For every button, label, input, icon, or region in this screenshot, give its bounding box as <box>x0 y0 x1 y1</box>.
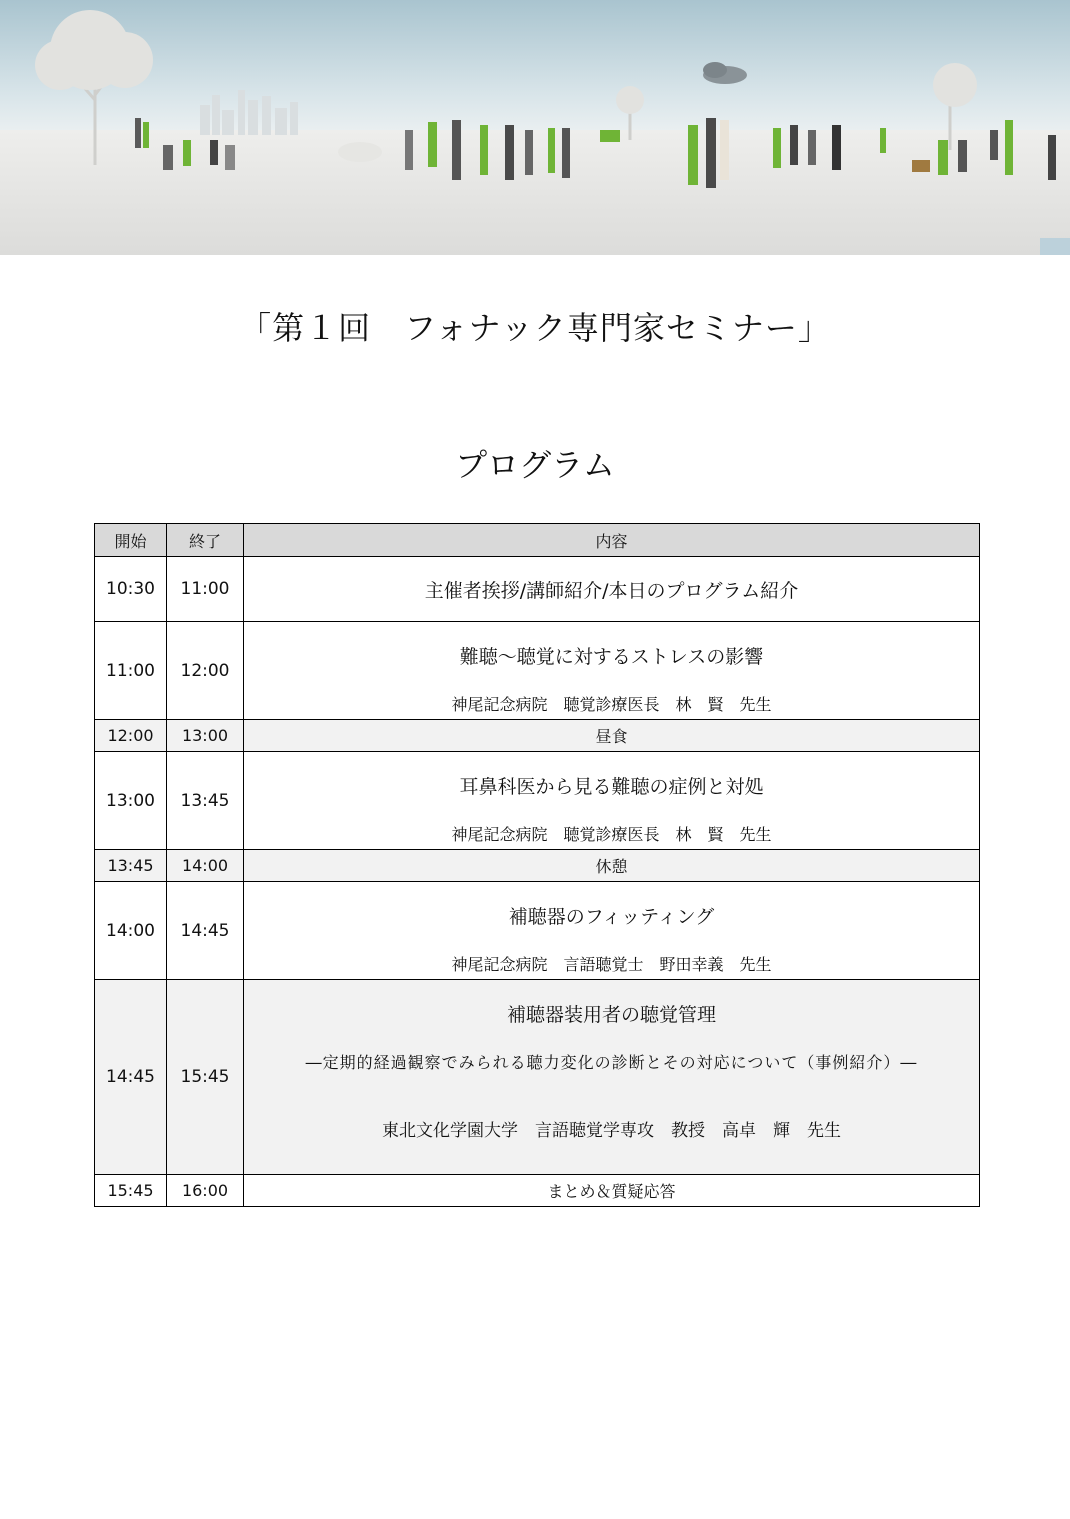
start-time: 13:45 <box>95 850 167 882</box>
session-topic: まとめ＆質疑応答 <box>244 1175 980 1207</box>
table-row <box>95 557 980 622</box>
end-time: 14:45 <box>167 882 244 980</box>
page-title: 「第１回 フォナック専門家セミナー」 <box>239 309 831 347</box>
start-time: 14:00 <box>95 882 167 980</box>
banner-image <box>0 0 1070 255</box>
end-time: 15:45 <box>167 980 244 1175</box>
session-topic: 休憩 <box>244 850 980 882</box>
page-subtitle: プログラム <box>455 446 615 484</box>
header-end: 終了 <box>167 524 244 557</box>
session-cell <box>244 752 980 850</box>
end-time: 13:45 <box>167 752 244 850</box>
session-cell <box>244 882 980 980</box>
start-time: 11:00 <box>95 622 167 720</box>
table-row <box>95 622 980 720</box>
session-topic: 主催者挨拶/講師紹介/本日のプログラム紹介 <box>244 557 980 622</box>
end-time: 16:00 <box>167 1175 244 1207</box>
session-subtopic: ―定期的経過観察でみられる聴力変化の診断とその対応について（事例紹介）― <box>305 1053 918 1072</box>
table-row <box>95 1175 980 1207</box>
program-table <box>94 523 980 1207</box>
session-speaker: 神尾記念病院 聴覚診療医長 林 賢 先生 <box>451 695 772 714</box>
session-speaker: 東北文化学園大学 言語聴覚学専攻 教授 高卓 輝 先生 <box>382 1121 841 1141</box>
session-topic: 補聴器のフィッティング <box>508 906 715 928</box>
session-speaker: 神尾記念病院 言語聴覚士 野田幸義 先生 <box>451 955 772 974</box>
table-header-row <box>95 524 980 557</box>
table-row <box>95 850 980 882</box>
start-time: 13:00 <box>95 752 167 850</box>
session-cell <box>244 622 980 720</box>
header-content: 内容 <box>244 524 980 557</box>
start-time: 12:00 <box>95 720 167 752</box>
table-row <box>95 752 980 850</box>
session-topic: 難聴～聴覚に対するストレスの影響 <box>459 646 764 668</box>
start-time: 14:45 <box>95 980 167 1175</box>
table-row <box>95 980 980 1175</box>
session-topic: 耳鼻科医から見る難聴の症例と対処 <box>459 776 764 798</box>
end-time: 11:00 <box>167 557 244 622</box>
session-speaker: 神尾記念病院 聴覚診療医長 林 賢 先生 <box>451 825 772 844</box>
end-time: 13:00 <box>167 720 244 752</box>
end-time: 14:00 <box>167 850 244 882</box>
session-topic: 昼食 <box>244 720 980 752</box>
start-time: 15:45 <box>95 1175 167 1207</box>
session-cell <box>244 980 980 1175</box>
session-topic: 補聴器装用者の聴覚管理 <box>506 1004 716 1026</box>
city-people-illustration-icon <box>0 0 1070 255</box>
header-start: 開始 <box>95 524 167 557</box>
table-row <box>95 882 980 980</box>
start-time: 10:30 <box>95 557 167 622</box>
end-time: 12:00 <box>167 622 244 720</box>
table-row <box>95 720 980 752</box>
